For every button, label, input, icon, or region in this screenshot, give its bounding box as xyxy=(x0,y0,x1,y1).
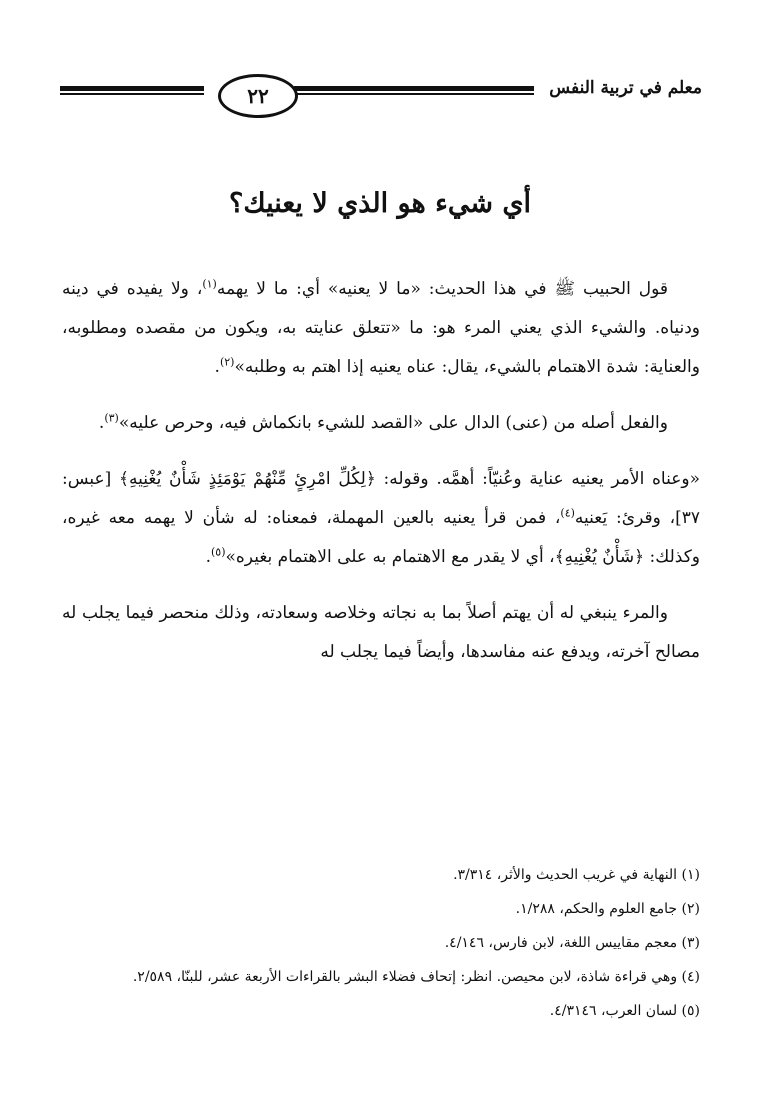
book-title: معلم في تربية النفس xyxy=(549,78,702,98)
paragraph-text: والمرء ينبغي له أن يهتم أصلاً بما به نجاته وخلاصه وسعادته، وذلك منحصر فيما يجلب له مصالح آخرته، ويدفع عنه مفاسدها، وأيضاً فيما يجلب له xyxy=(62,603,700,662)
paragraph-text: «وعناه الأمر يعنيه عناية وعُنيّاً: أهمَّه. وقوله: ﴿لِكُلِّ امْرِئٍ مِّنْهُمْ يَوْمَئِذٍ شَأْنٌ يُغْنِيهِ﴾ [عبس: ٣٧]، وقرئ: يَعنيه xyxy=(62,469,700,528)
page-number: ٢٢ xyxy=(247,84,269,108)
paragraph xyxy=(62,460,700,577)
footnote: (٤) وهي قراءة شاذة، لابن محيصن. انظر: إتحاف فضلاء البشر بالقراءات الأربعة عشر، للبنّا، ٢/٥٨٩. xyxy=(132,969,700,985)
paragraph-text: . xyxy=(205,547,211,567)
footnote: (٢) جامع العلوم والحكم، ١/٢٨٨. xyxy=(515,901,700,917)
footnote-ref: (١) xyxy=(202,277,217,291)
paragraph-text: ، ولا يفيده في دينه ودنياه. والشيء الذي يعني المرء هو: ما «تتعلق عنايته به، ويكون من مقصده ومطلوبه، والعناية: شدة الاهتمام بالشيء، يقال: عناه يعنيه إذا اهتم به وطلبه» xyxy=(62,279,700,377)
paragraph-text: والفعل أصله من (عنى) الدال على «القصد للشيء بانكماش فيه، وحرص عليه» xyxy=(118,413,668,433)
paragraph xyxy=(62,594,700,672)
footnote-ref: (٥) xyxy=(210,545,226,559)
header-rule-left xyxy=(60,86,204,96)
body-text xyxy=(62,270,700,689)
footnote-ref: (٢) xyxy=(219,355,235,369)
running-header xyxy=(60,74,702,120)
paragraph-text: . xyxy=(214,357,220,377)
paragraph xyxy=(62,270,700,387)
paragraph-text: ، فمن قرأ يعنيه بالعين المهملة، فمعناه: له شأن لا يهمه معه غيره، وكذلك: ﴿شَأْنٌ يُغْنِيهِ﴾، أي لا يقدر مع الاهتمام به على الاهتمام بغيره» xyxy=(62,508,700,567)
footnote-ref: (٣) xyxy=(104,411,119,425)
footnote: (٣) معجم مقاييس اللغة، لابن فارس، ٤/١٤٦. xyxy=(444,935,700,951)
footnote: (٥) لسان العرب، ٤/٣١٤٦. xyxy=(549,1003,700,1019)
paragraph-text: . xyxy=(98,413,105,433)
header-rule-right xyxy=(294,86,534,96)
footnotes xyxy=(62,858,700,1028)
paragraph xyxy=(62,404,700,443)
footnote-ref: (٤) xyxy=(560,506,575,520)
footnote: (١) النهاية في غريب الحديث والأثر، ٣/٣١٤. xyxy=(453,867,700,883)
paragraph-text: قول الحبيب ﷺ في هذا الحديث: «ما لا يعنيه» أي: ما لا يهمه xyxy=(216,279,668,299)
page-number-badge xyxy=(218,74,298,118)
section-title: أي شيء هو الذي لا يعنيك؟ xyxy=(229,188,531,219)
